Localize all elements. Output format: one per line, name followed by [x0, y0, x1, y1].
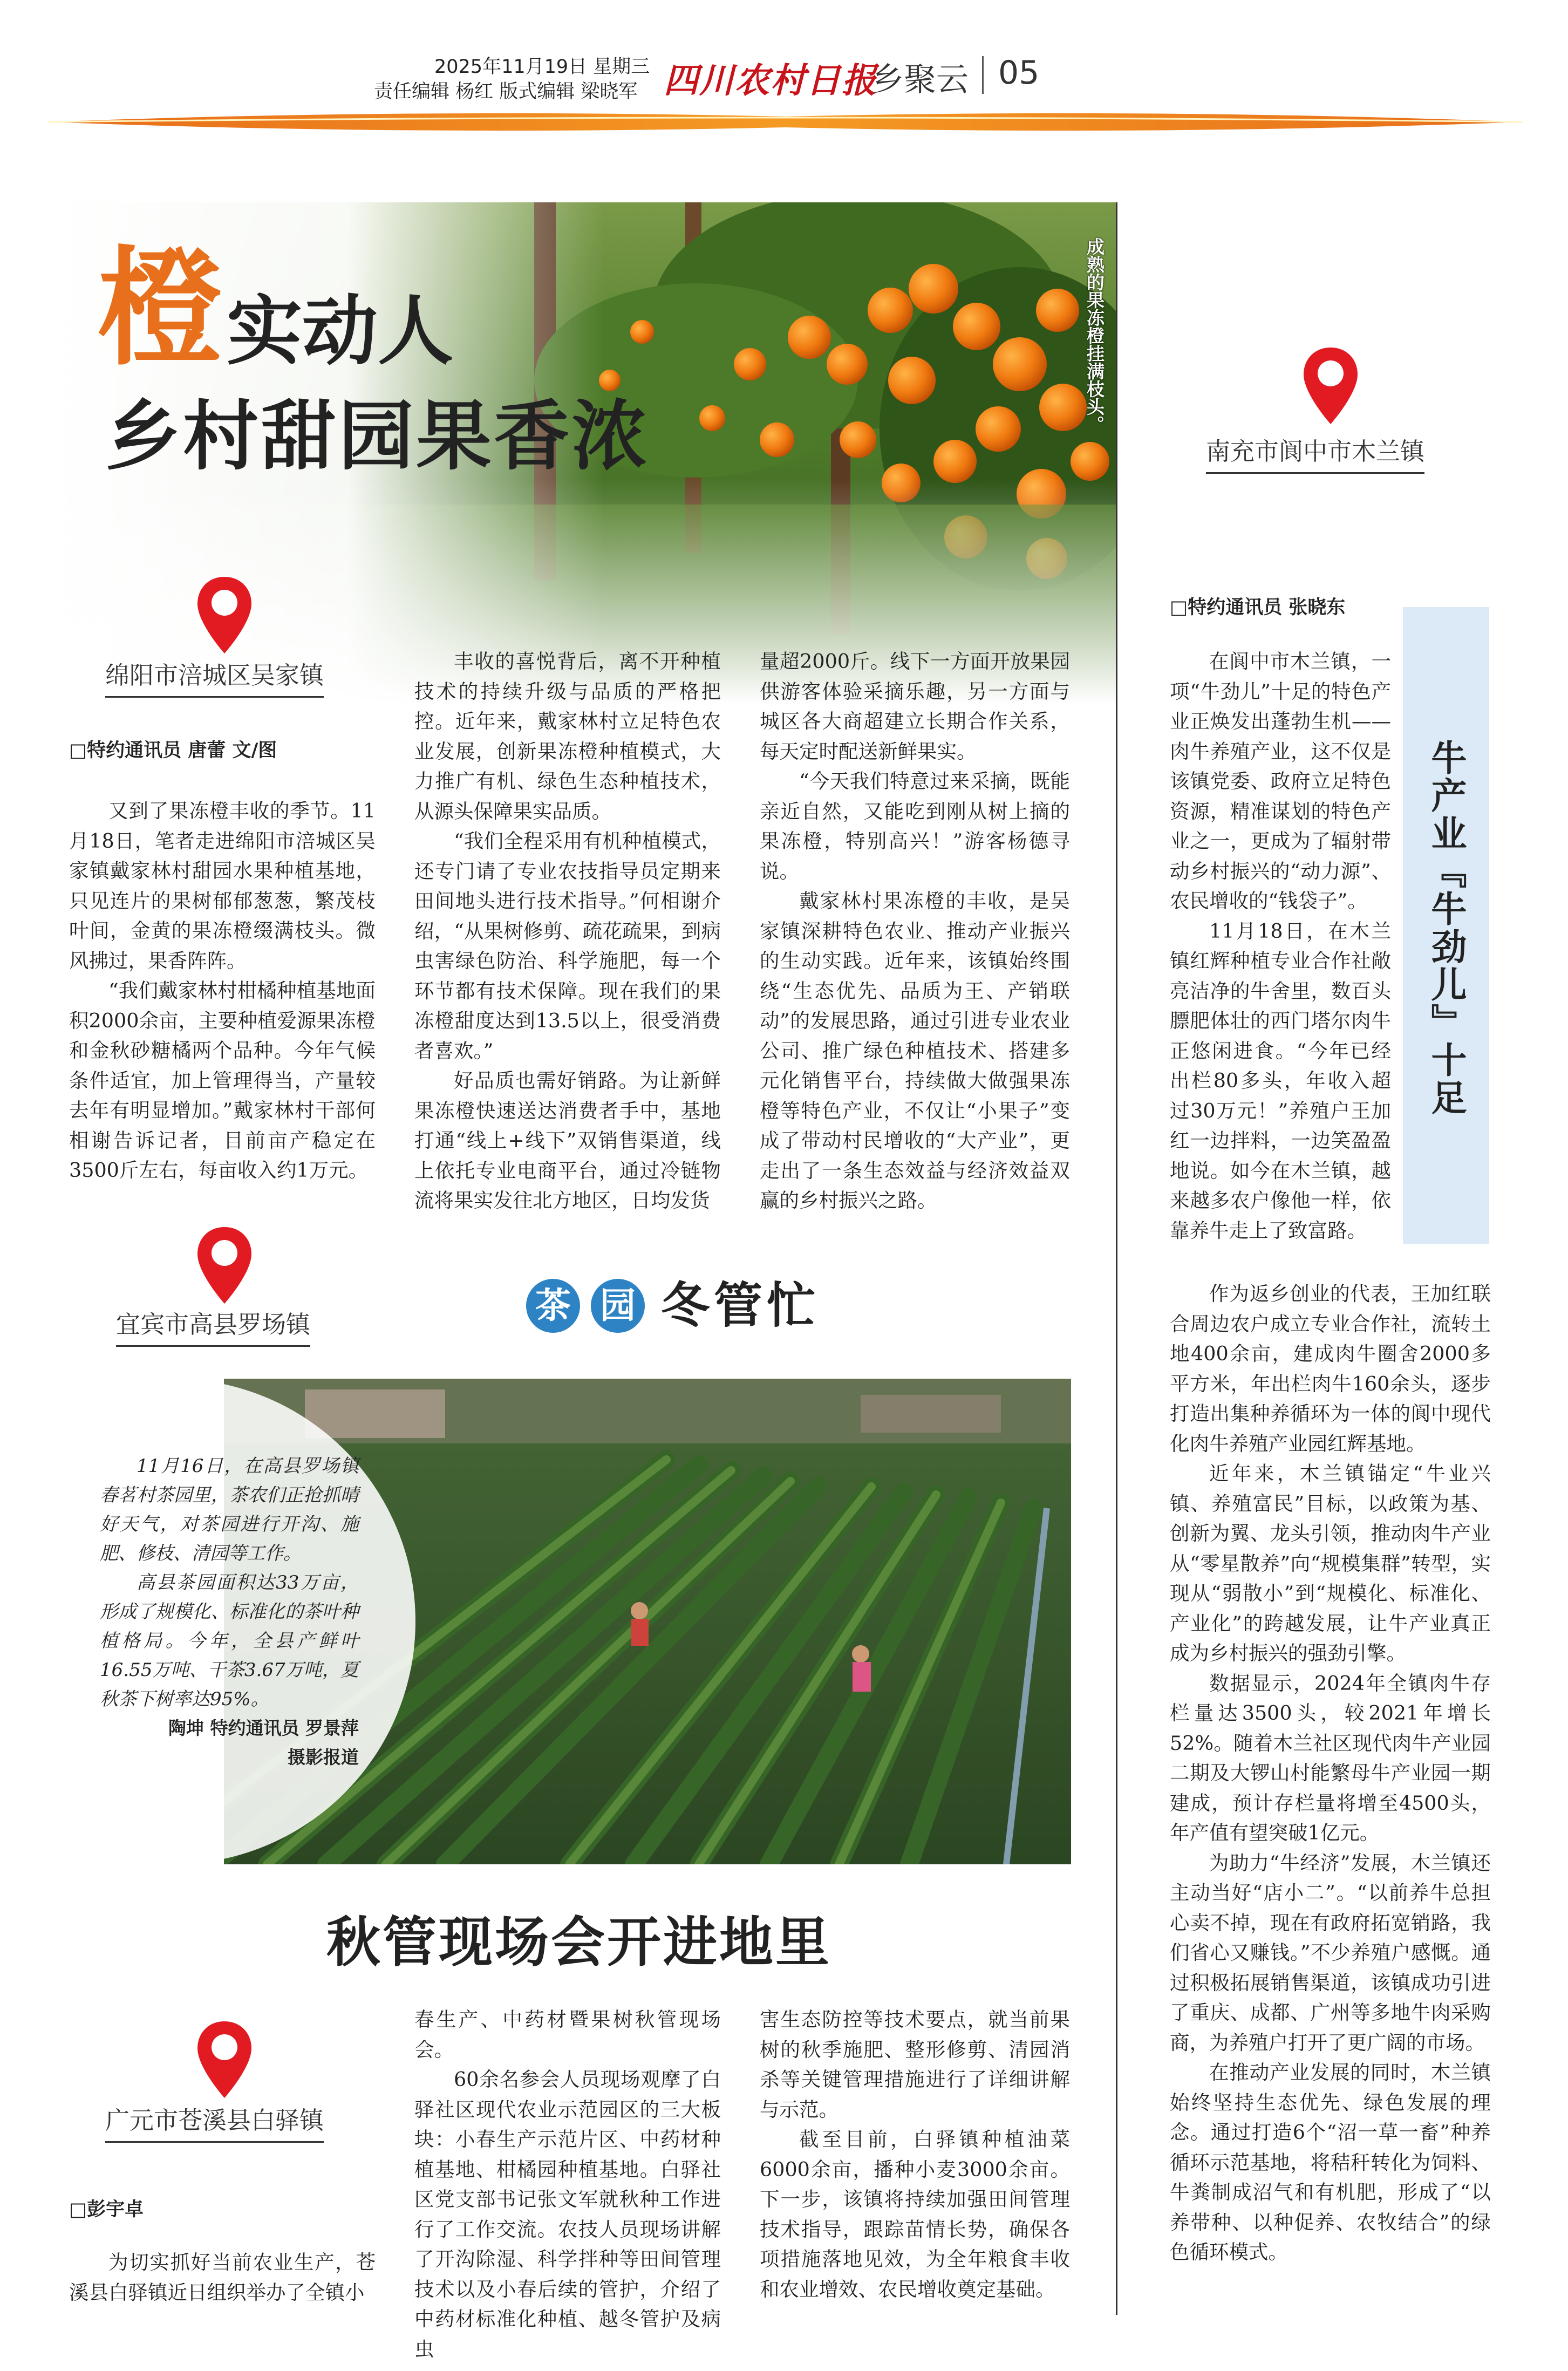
cattle-title: 牛产业『牛劲儿』十足 [1425, 739, 1467, 1117]
tea-title-badge-1: 茶 [526, 1279, 580, 1333]
orange-photo-caption: 成熟的果冻橙挂满枝头。 [1084, 237, 1105, 433]
paragraph: 数据显示，2024年全镇肉牛存栏量达3500头，较2021年增长52%。随着木兰社区现代肉牛产业园二期及大锣山村能繁母牛产业园一期建成，预计存栏量将增至4500头，年产值有望突破1亿元。 [1170, 1671, 1491, 1844]
paragraph: “我们全程采用有机种植模式，还专门请了专业农技指导员定期来田间地头进行技术指导。”何相谢介绍，“从果树修剪、疏花疏果，到病虫害绿色防治、科学施肥，每一个环节都有技术保障。现在我们的果冻橙甜度达到13.5以上，很受消费者喜欢。” [414, 829, 721, 1062]
tea-location: 宜宾市高县罗场镇 [116, 1305, 310, 1347]
paragraph: “今天我们特意过来采摘，既能亲近自然，又能吃到刚从树上摘的果冻橙，特别高兴！”游客杨德寻说。 [760, 769, 1070, 883]
paragraph: 在推动产业发展的同时，木兰镇始终坚持生态优先、绿色发展的理念。通过打造6个“沼一草一畜”种养循环示范基地，将秸秆转化为饲料、牛粪制成沼气和有机肥，形成了“以养带种、以种促养、农牧结合”的绿色循环模式。 [1170, 2061, 1491, 2264]
paragraph: 11月16日，在高县罗场镇春茗村茶园里，茶农们正抢抓晴好天气，对茶园进行开沟、施肥、修枝、清园等工作。 [100, 1455, 359, 1564]
page-number: 05 [998, 54, 1040, 92]
header-orange-band [49, 106, 1522, 138]
tea-credit-1: 陶坤 特约通讯员 罗景萍 [168, 1718, 359, 1739]
paragraph: 好品质也需好销路。为让新鲜果冻橙快速送达消费者手中，基地打通“线上+线下”双销售渠道，线上依托专业电商平台，通过冷链物流将果实发往北方地区，日均发货 [414, 1069, 721, 1212]
paragraph: 作为返乡创业的代表，王加红联合周边农户成立专业合作社，流转土地400余亩，建成肉牛圈舍2000多平方米，年出栏肉牛160余头，逐步打造出集种养循环为一体的阆中现代化肉牛养殖产业园红辉基地。 [1170, 1282, 1491, 1455]
paragraph: 戴家林村果冻橙的丰收，是吴家镇深耕特色农业、推动产业振兴的生动实践。近年来，该镇始终围绕“生态优先、品质为王、产销联动”的发展思路，通过引进专业农业公司、推广绿色种植技术、搭建多元化销售平台，持续做大做强果冻橙等特色产业，不仅让“小果子”变成了带动村民增收的“大产业”，更走出了一条生态效益与经济效益双赢的乡村振兴之路。 [760, 889, 1070, 1212]
paragraph: 11月18日，在木兰镇红辉种植专业合作社敞亮洁净的牛舍里，数百头膘肥体壮的西门塔尔肉牛正悠闲进食。“今年已经出栏80多头，年收入超过30万元！”养殖户王加红一边拌料，一边笑盈盈地说。如今在木兰镇，越来越多农户像他一样，依靠养牛走上了致富路。 [1170, 919, 1391, 1242]
location-pin-icon [194, 2019, 255, 2100]
autumn-title: 秋管现场会开进地里 [326, 1911, 831, 1974]
paragraph: 春生产、中药材暨果树秋管现场会。 [414, 2008, 721, 2061]
autumn-col-1 [69, 2247, 376, 2307]
cattle-col-top [1170, 646, 1391, 1245]
paragraph: 在阆中市木兰镇，一项“牛劲儿”十足的特色产业正焕发出蓬勃生机——肉牛养殖产业，这不仅是该镇党委、政府立足特色资源，精准谋划的特色产业之一，更成为了辐射带动乡村振兴的“动力源”、农民增收的“钱袋子”。 [1170, 650, 1391, 912]
paper-logo: 四川农村日报 [664, 60, 877, 101]
orange-byline: □特约通讯员 唐蕾 文/图 [69, 740, 277, 761]
orange-col-1 [69, 796, 376, 1186]
autumn-byline: □彭宇卓 [69, 2199, 144, 2220]
autumn-location: 广元市苍溪县白驿镇 [105, 2101, 324, 2143]
cattle-byline: □特约通讯员 张晓东 [1170, 597, 1346, 618]
tea-caption [100, 1452, 359, 1772]
paragraph: 近年来，木兰镇锚定“牛业兴镇、养殖富民”目标，以政策为基、创新为翼、龙头引领，推动肉牛产业从“零星散养”向“规模集群”转型，实现从“弱散小”到“规模化、标准化、产业化”的跨越发展，让牛产业真正成为乡村振兴的强劲引擎。 [1170, 1462, 1491, 1665]
orange-col-2 [414, 646, 721, 1216]
paragraph: 又到了果冻橙丰收的季节。11月18日，笔者走进绵阳市涪城区吴家镇戴家林村甜园水果种植基地，只见连片的果树郁郁葱葱，繁茂枝叶间，金黄的果冻橙缀满枝头。微风拂过，果香阵阵。 [69, 799, 376, 972]
paragraph: “我们戴家林村柑橘种植基地面积2000余亩，主要种植爱源果冻橙和金秋砂糖橘两个品种。今年气候条件适宜，加上管理得当，产量较去年有明显增加。”戴家林村干部何相谢告诉记者，目前亩产稳定在3500斤左右，每亩收入约1万元。 [69, 979, 376, 1182]
header-divider [982, 56, 984, 94]
paragraph: 丰收的喜悦背后，离不开种植技术的持续升级与品质的严格把控。近年来，戴家林村立足特色农业发展，创新果冻橙种植模式，大力推广有机、绿色生态种植技术，从源头保障果实品质。 [414, 650, 721, 823]
orange-title-line2: 乡村甜园果香浓 [105, 393, 650, 481]
paragraph: 高县茶园面积达33万亩，形成了规模化、标准化的茶叶种植格局。今年，全县产鲜叶16.55万吨、干茶3.67万吨，夏秋茶下树率达95%。 [100, 1572, 359, 1710]
orange-title-char: 橙 [97, 235, 224, 383]
tea-title-badge-2: 园 [591, 1279, 645, 1333]
autumn-col-3 [760, 2005, 1070, 2304]
paragraph: 截至目前，白驿镇种植油菜6000余亩，播种小麦3000余亩。下一步，该镇将持续加强田间管理技术指导，跟踪苗情长势，确保各项措施落地见效，为全年粮食丰收和农业增效、农民增收奠定基础。 [760, 2128, 1070, 2301]
paragraph: 量超2000斤。线下一方面开放果园供游客体验采摘乐趣，另一方面与城区各大商超建立长期合作关系，每天定时配送新鲜果实。 [760, 650, 1070, 763]
paragraph: 害生态防控等技术要点，就当前果树的秋季施肥、整形修剪、清园消杀等关键管理措施进行了详细讲解与示范。 [760, 2008, 1070, 2121]
tea-title-rest: 冬管忙 [661, 1277, 820, 1334]
orange-col-3 [760, 646, 1070, 1216]
header-date: 2025年11月19日 星期三 [434, 56, 650, 78]
cattle-col-full [1170, 1279, 1491, 2267]
paragraph: 为切实抓好当前农业生产，苍溪县白驿镇近日组织举办了全镇小 [69, 2251, 376, 2304]
location-pin-icon [194, 1225, 255, 1306]
section-name: 乡聚云 [871, 61, 969, 99]
location-pin-icon [194, 575, 255, 656]
location-pin-icon [1300, 345, 1361, 426]
header-editors: 责任编辑 杨红 版式编辑 梁晓军 [374, 81, 638, 103]
column-divider [1116, 202, 1117, 2315]
tea-credit-2: 摄影报道 [288, 1747, 359, 1768]
cattle-location: 南充市阆中市木兰镇 [1206, 432, 1424, 474]
paragraph: 60余名参会人员现场观摩了白驿社区现代农业示范园区的三大板块：小春生产示范片区、中药材种植基地、柑橘园种植基地。白驿社区党支部书记张文军就秋种工作进行了工作交流。农技人员现场讲解了开沟除湿、科学拌种等田间管理技术以及小春后续的管护，介绍了中药材标准化种植、越冬管护及病虫 [414, 2068, 721, 2361]
autumn-col-2 [414, 2005, 721, 2364]
orange-title-rest: 实动人 [227, 288, 454, 376]
paragraph: 为助力“牛经济”发展，木兰镇还主动当好“店小二”。“以前养牛总担心卖不掉，现在有政府拓宽销路，我们省心又赚钱。”不少养殖户感慨。通过积极拓展销售渠道，该镇成功引进了重庆、成都、广州等多地牛肉采购商，为养殖户打开了更广阔的市场。 [1170, 1851, 1491, 2054]
orange-location: 绵阳市涪城区吴家镇 [105, 656, 324, 698]
